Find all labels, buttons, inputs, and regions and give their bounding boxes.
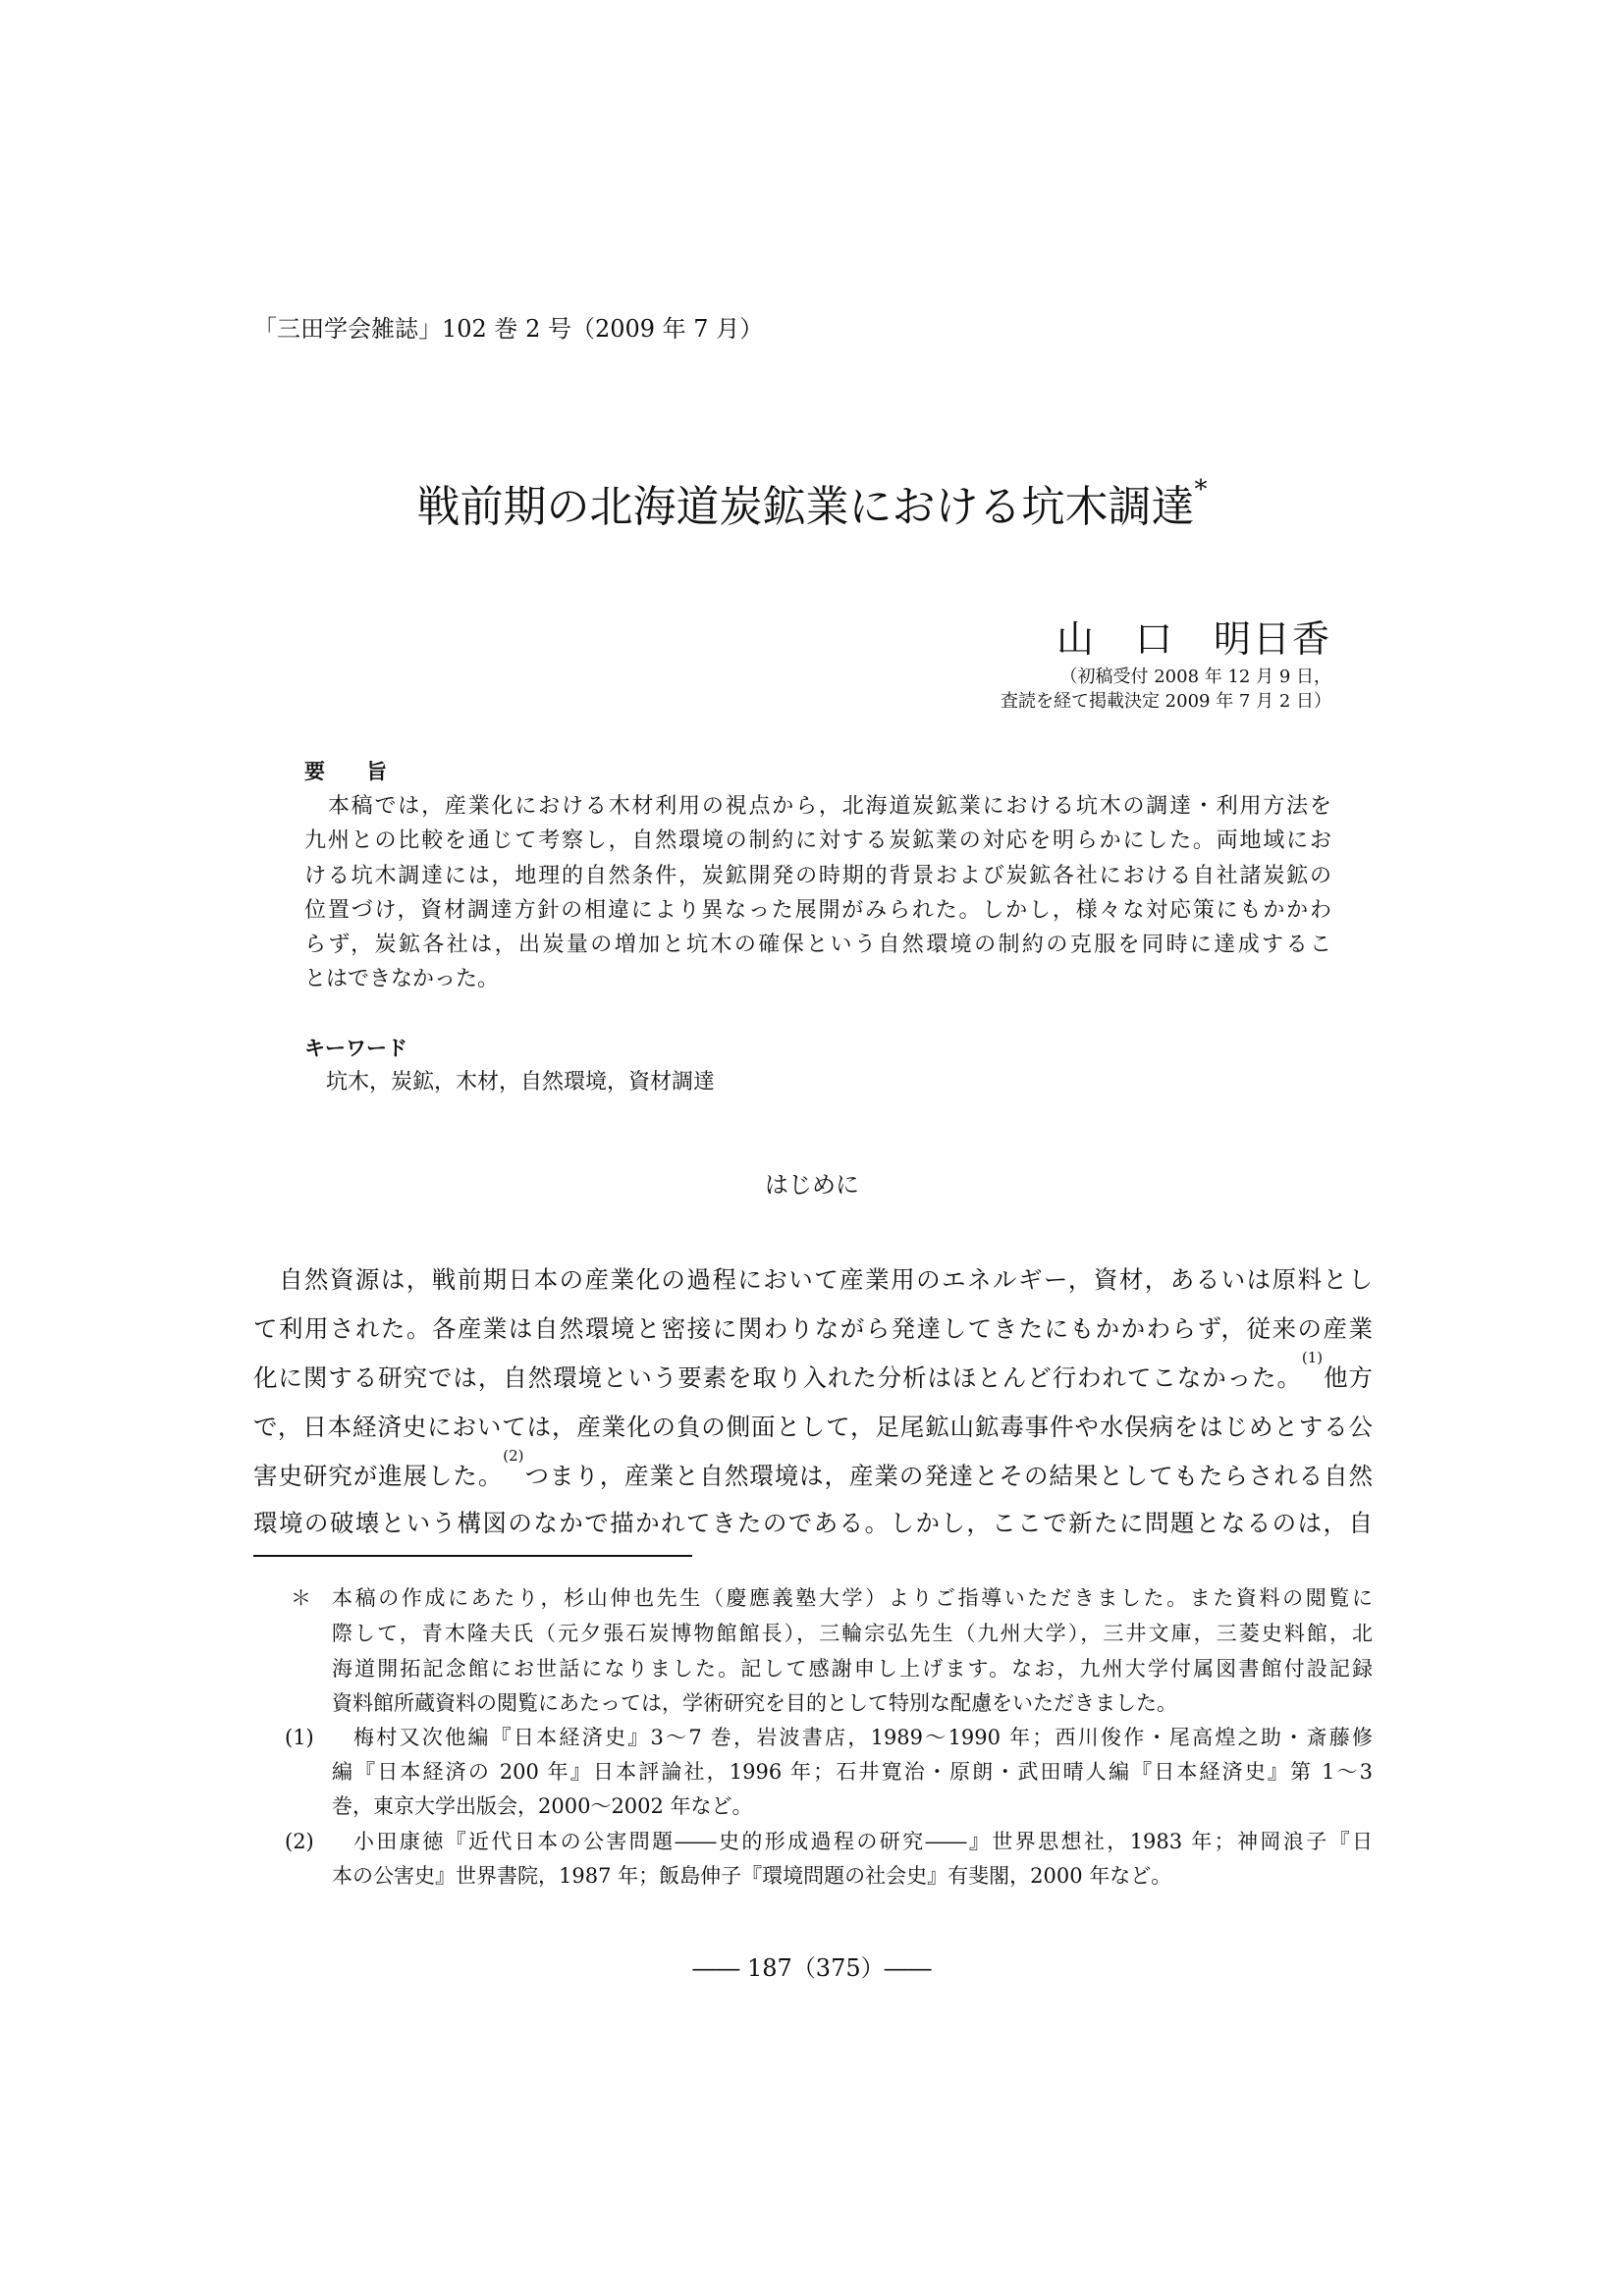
- footnote-line: 小田康徳『近代日本の公害問題――史的形成過程の研究――』世界思想社，1983 年；神岡浪子『日: [353, 1830, 1373, 1853]
- footnote-star-mark: ＊: [291, 1586, 311, 1610]
- footnote-line: 編『日本経済の 200 年』日本評論社，1996 年；石井寛治・原朗・武田晴人編『日本経済史』第 1〜3: [332, 1760, 1373, 1784]
- journal-header: 「三田学会雑誌」102 巻 2 号（2009 年 7 月）: [253, 315, 764, 343]
- keywords-list: 坑木，炭鉱，木材，自然環境，資材調達: [304, 1070, 716, 1095]
- page-number: ―― 187（375）――: [692, 1954, 932, 1982]
- footnote-line: 本稿の作成にあたり，杉山伸也先生（慶應義塾大学）よりご指導いただきました。また資料の閲覧に: [332, 1586, 1373, 1610]
- footnote-1-mark: (1): [285, 1726, 314, 1749]
- body-text-span: 化に関する研究では，自然環境という要素を取り入れた分析はほとんど行われてこなかった。: [253, 1363, 1302, 1392]
- footnote-line: 資料館所蔵資料の閲覧にあたっては，学術研究を目的として特別な配慮をいただきました。: [332, 1691, 1177, 1715]
- body-text-span: つまり，産業と自然環境は，産業の発達とその結果としてもたらされる自然: [523, 1462, 1374, 1490]
- body-line: で，日本経済史においては，産業化の負の側面として，足尾鉱山鉱毒事件や水俣病をはじめとする公: [253, 1413, 1373, 1441]
- body-text-span: 害史研究が進展した。: [253, 1462, 504, 1490]
- body-line: 自然資源は，戦前期日本の産業化の過程において産業用のエネルギー，資材，あるいは原料とし: [253, 1265, 1373, 1294]
- author-name: 山 口 明日香: [1056, 617, 1331, 661]
- accepted-date: 査読を経て掲載決定 2009 年 7 月 2 日）: [1000, 691, 1331, 712]
- keywords-heading: キーワード: [304, 1036, 407, 1060]
- body-line: 環境の破壊という構図のなかで描かれてきたのである。しかし，ここで新たに問題となるのは，自: [253, 1509, 1373, 1537]
- abstract-heading: 要 旨: [304, 759, 387, 783]
- footnote-ref-2[interactable]: (2): [503, 1447, 524, 1465]
- footnote-line: 梅村又次他編『日本経済史』3〜7 巻，岩波書店，1989〜1990 年；西川俊作・尾高煌之助・斎藤修: [353, 1726, 1373, 1749]
- footnote-line: 際して，青木隆夫氏（元夕張石炭博物館館長），三輪宗弘先生（九州大学），三井文庫，三菱史料館，北: [332, 1622, 1373, 1645]
- body-line: [253, 1447, 1374, 1490]
- footnote-line: 巻，東京大学出版会，2000〜2002 年など。: [332, 1794, 753, 1818]
- abstract-line: 本稿では，産業化における木材利用の視点から，北海道炭鉱業における坑木の調達・利用方法を: [304, 794, 1331, 819]
- footnote-line: 本の公害史』世界書院，1987 年；飯島伸子『環境問題の社会史』有斐閣，2000 年など。: [332, 1864, 1172, 1888]
- article-title-text: 戦前期の北海道炭鉱業における坑木調達: [416, 482, 1195, 532]
- abstract-line: 九州との比較を通じて考察し，自然環境の制約に対する炭鉱業の対応を明らかにした。両地域にお: [304, 828, 1331, 853]
- article-title: [0, 475, 1624, 533]
- title-footnote-mark[interactable]: *: [1194, 475, 1208, 505]
- body-line: て利用された。各産業は自然環境と密接に関わりながら発達してきたにもかかわらず，従来の産業: [253, 1314, 1373, 1343]
- abstract-line: 位置づけ，資材調達方針の相違により異なった展開がみられた。しかし，様々な対応策にもかかわ: [304, 898, 1331, 923]
- body-line: [253, 1349, 1374, 1392]
- footnote-2-mark: (2): [285, 1830, 314, 1853]
- footnote-line: 海道開拓記念館にお世話になりました。記して感謝申し上げます。なお，九州大学付属図書館付設記録: [332, 1657, 1373, 1681]
- abstract-line: らず，炭鉱各社は，出炭量の増加と坑木の確保という自然環境の制約の克服を同時に達成するこ: [304, 933, 1331, 957]
- footnote-ref-1[interactable]: (1): [1301, 1349, 1324, 1366]
- body-text-span: 他方: [1323, 1363, 1374, 1392]
- section-title: はじめに: [765, 1171, 859, 1199]
- received-date: （初稿受付 2008 年 12 月 9 日，: [1059, 667, 1331, 687]
- abstract-line: ける坑木調達には，地理的自然条件，炭鉱開発の時期的背景および炭鉱各社における自社諸炭鉱の: [304, 864, 1331, 888]
- abstract-line: とはできなかった。: [304, 967, 500, 991]
- footnote-separator: [253, 1555, 692, 1557]
